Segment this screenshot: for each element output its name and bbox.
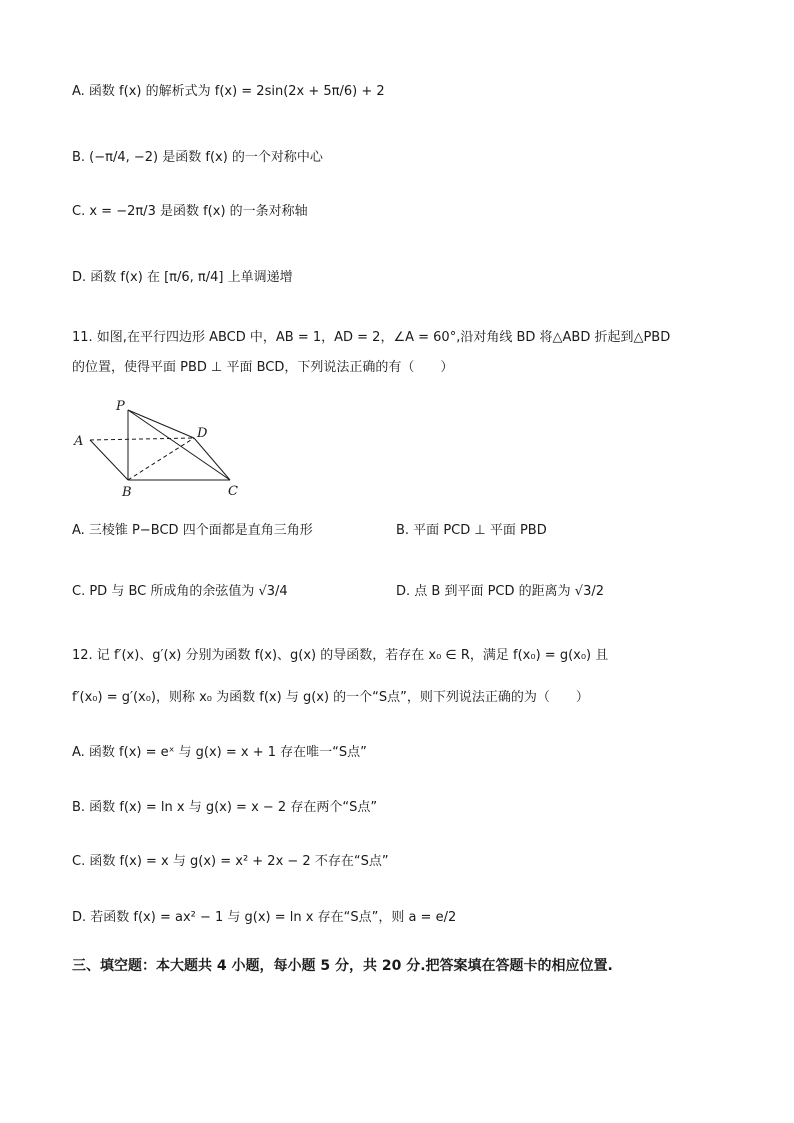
edge-ad bbox=[90, 438, 194, 440]
q10-option-b: B. (−π/4, −2) 是函数 f(x) 的一个对称中心 bbox=[72, 150, 323, 165]
label-d: D bbox=[197, 426, 208, 441]
q12-option-d: D. 若函数 f(x) = ax² − 1 与 g(x) = ln x 存在“S点”，则 a = e/2 bbox=[72, 910, 457, 925]
q11-stem-line1: 11. 如图,在平行四边形 ABCD 中，AB = 1，AD = 2，∠A = 60°,沿对角线 BD 将△ABD 折起到△PBD bbox=[72, 330, 671, 345]
q10-option-a: A. 函数 f(x) 的解析式为 f(x) = 2sin(2x + 5π/6) + 2 bbox=[72, 84, 385, 99]
label-b: B bbox=[122, 485, 132, 500]
q12-stem-line1: 12. 记 f′(x)、g′(x) 分别为函数 f(x)、g(x) 的导函数，若存在 x₀ ∈ R，满足 f(x₀) = g(x₀) 且 bbox=[72, 648, 609, 663]
q11-figure bbox=[72, 398, 252, 500]
q11-option-c: C. PD 与 BC 所成角的余弦值为 √3/4 bbox=[72, 584, 288, 599]
edge-ab bbox=[90, 440, 128, 480]
edge-pd bbox=[128, 410, 194, 438]
label-c: C bbox=[228, 484, 238, 499]
q11-option-b: B. 平面 PCD ⊥ 平面 PBD bbox=[396, 523, 547, 538]
q12-stem-line2: f′(x₀) = g′(x₀)，则称 x₀ 为函数 f(x) 与 g(x) 的一个“S点”，则下列说法正确的为（ ） bbox=[72, 690, 589, 705]
q12-option-c: C. 函数 f(x) = x 与 g(x) = x² + 2x − 2 不存在“S点” bbox=[72, 854, 389, 869]
q11-stem-line2: 的位置，使得平面 PBD ⊥ 平面 BCD，下列说法正确的有（ ） bbox=[72, 360, 454, 375]
edge-bd bbox=[128, 438, 194, 480]
section-3-heading: 三、填空题：本大题共 4 小题，每小题 5 分，共 20 分.把答案填在答题卡的相应位置. bbox=[72, 958, 613, 974]
q11-option-d: D. 点 B 到平面 PCD 的距离为 √3/2 bbox=[396, 584, 604, 599]
q11-option-a: A. 三棱锥 P−BCD 四个面都是直角三角形 bbox=[72, 523, 313, 538]
label-p: P bbox=[116, 399, 125, 414]
q12-option-b: B. 函数 f(x) = ln x 与 g(x) = x − 2 存在两个“S点” bbox=[72, 800, 378, 815]
q12-option-a: A. 函数 f(x) = eˣ 与 g(x) = x + 1 存在唯一“S点” bbox=[72, 745, 367, 760]
label-a: A bbox=[74, 434, 84, 449]
edge-pc bbox=[128, 410, 230, 480]
q10-option-d: D. 函数 f(x) 在 [π/6, π/4] 上单调递增 bbox=[72, 270, 293, 285]
q10-option-c: C. x = −2π/3 是函数 f(x) 的一条对称轴 bbox=[72, 204, 308, 219]
